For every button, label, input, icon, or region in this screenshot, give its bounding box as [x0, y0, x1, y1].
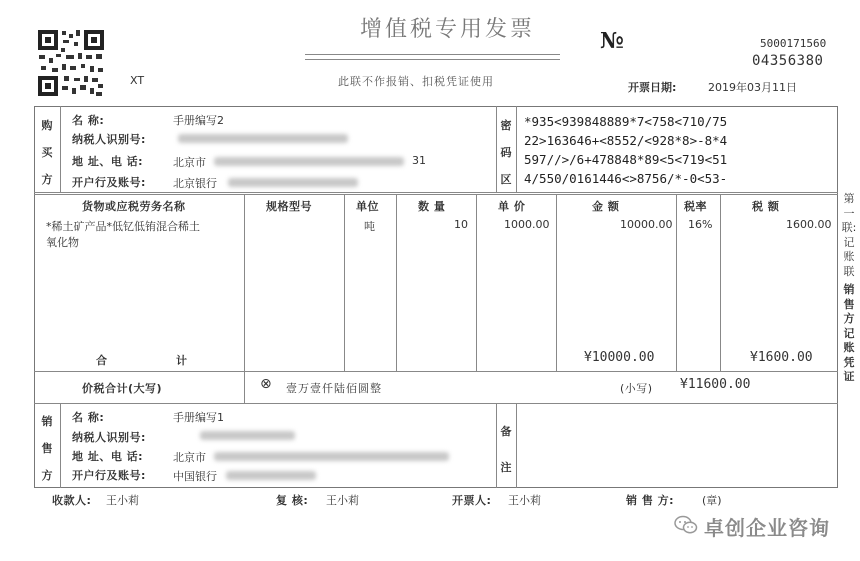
- payee-label: 收款人:: [52, 494, 92, 507]
- grand-total-label: 价税合计(大写): [82, 382, 163, 395]
- header-unit: 单位: [356, 200, 379, 213]
- date-label: 开票日期:: [628, 81, 677, 94]
- grand-total-bottom-rule: [34, 403, 838, 404]
- header-rate: 税率: [684, 200, 707, 213]
- grand-total-symbol: ⊗: [260, 376, 272, 392]
- seller-bank-label: 开户行及账号:: [72, 469, 146, 482]
- header-amount: 金 额: [592, 200, 620, 213]
- item-price: 1000.00: [504, 218, 550, 231]
- header-tax: 税 额: [752, 200, 780, 213]
- buyer-side-label: 购 买 方: [41, 119, 53, 186]
- copy-side-note: [841, 192, 857, 385]
- item-name-line1: *稀土矿产品*低钇低铕混合稀土: [46, 220, 200, 233]
- seller-seal: (章): [702, 494, 722, 507]
- title-underline-2: [305, 59, 560, 60]
- reviewer: 王小莉: [326, 494, 359, 507]
- seller-name: 手册编写1: [173, 411, 224, 424]
- payee: 王小莉: [106, 494, 139, 507]
- buyer-bottom-rule: [34, 192, 838, 193]
- copy-side-note-line1: 第一联:记账联: [841, 192, 857, 278]
- buyer-tax-redacted: [178, 134, 348, 143]
- totals-bottom-rule: [34, 371, 838, 372]
- col-rule-spec: [344, 194, 345, 371]
- buyer-bank-redacted: [228, 178, 358, 187]
- buyer-name: 手册编写2: [173, 114, 224, 127]
- invoice-date: 2019年03月11日: [708, 81, 797, 94]
- cipher-left-rule: [496, 106, 497, 192]
- xt-mark: XT: [130, 74, 145, 87]
- header-qty: 数 量: [418, 200, 446, 213]
- notice-text: 此联不作报销、扣税凭证使用: [338, 75, 494, 88]
- remarks-side-label: 备 注: [500, 425, 512, 474]
- invoice-number: 04356380: [752, 53, 824, 69]
- cipher-side-rule: [516, 106, 517, 192]
- buyer-addr-redacted: [214, 157, 404, 166]
- total-tax: ¥1600.00: [750, 350, 813, 365]
- cipher-line: *935<939848889*7<758<710/75: [524, 114, 728, 129]
- title-underline-1: [305, 54, 560, 55]
- item-tax: 1600.00: [786, 218, 832, 231]
- buyer-bank-label: 开户行及账号:: [72, 176, 146, 189]
- cipher-line: 597//>/6+478848*89<5<719<51: [524, 152, 728, 167]
- qr-code-icon: [36, 28, 106, 98]
- invoice-code: 5000171560: [760, 37, 827, 50]
- items-header-rule: [34, 194, 838, 195]
- seller-name-label: 名 称:: [72, 411, 105, 424]
- seller-tax-label: 纳税人识别号:: [72, 431, 146, 444]
- col-rule-price: [556, 194, 557, 371]
- grand-total-words: 壹万壹仟陆佰圆整: [286, 382, 382, 395]
- col-rule-rate: [720, 194, 721, 371]
- total-amount: ¥10000.00: [584, 350, 655, 365]
- buyer-addr-label: 地 址、电 话:: [72, 155, 144, 168]
- grand-total-small-value: ¥11600.00: [680, 377, 751, 392]
- item-qty: 10: [454, 218, 468, 231]
- grand-total-split-rule: [244, 371, 245, 403]
- seller-tax-redacted: [200, 431, 295, 440]
- cipher-side-label: 密 码 区: [500, 119, 512, 186]
- col-rule-name: [244, 194, 245, 371]
- remarks-left-rule: [496, 403, 497, 488]
- item-unit: 吨: [364, 220, 375, 233]
- buyer-bank: 北京银行: [173, 177, 217, 190]
- buyer-addr: 北京市: [173, 156, 206, 169]
- remarks-side-rule: [516, 403, 517, 488]
- seller-bank-redacted: [226, 471, 316, 480]
- seller-side-rule: [60, 403, 61, 488]
- seller-bank: 中国银行: [173, 470, 217, 483]
- item-name-line2: 氧化物: [46, 236, 79, 249]
- cipher-line: 22>163646+<8552/<928*8>-8*4: [524, 133, 728, 148]
- buyer-addr-tail: 31: [412, 154, 426, 167]
- seller-addr-redacted: [214, 452, 449, 461]
- drawer: 王小莉: [508, 494, 541, 507]
- total-label-1: 合: [96, 354, 108, 367]
- cipher-text: [524, 112, 727, 188]
- buyer-tax-label: 纳税人识别号:: [72, 133, 146, 146]
- seller-addr-label: 地 址、电 话:: [72, 450, 144, 463]
- header-name: 货物或应税劳务名称: [82, 200, 186, 213]
- reviewer-label: 复 核:: [276, 494, 309, 507]
- header-price: 单 价: [498, 200, 526, 213]
- seller-addr: 北京市: [173, 451, 206, 464]
- col-rule-amount: [676, 194, 677, 371]
- wechat-icon: [674, 514, 698, 536]
- buyer-name-label: 名 称:: [72, 114, 105, 127]
- copy-side-note-line2: 销售方记账凭证: [843, 283, 855, 383]
- invoice-title: 增值税专用发票: [360, 17, 536, 42]
- grand-total-small-label: (小写): [620, 382, 653, 395]
- buyer-side-rule: [60, 106, 61, 192]
- drawer-label: 开票人:: [452, 494, 492, 507]
- header-spec: 规格型号: [266, 200, 312, 213]
- seller-seal-label: 销 售 方:: [626, 494, 675, 507]
- col-rule-unit: [396, 194, 397, 371]
- cipher-line: 4/550/0161446<>8756/*-0<53-: [524, 171, 728, 186]
- total-label-2: 计: [176, 354, 188, 367]
- watermark-text: 卓创企业咨询: [704, 516, 830, 540]
- col-rule-qty: [476, 194, 477, 371]
- seller-side-label: 销 售 方: [41, 415, 53, 482]
- item-rate: 16%: [688, 218, 713, 231]
- number-mark: №: [600, 28, 624, 54]
- item-amount: 10000.00: [620, 218, 673, 231]
